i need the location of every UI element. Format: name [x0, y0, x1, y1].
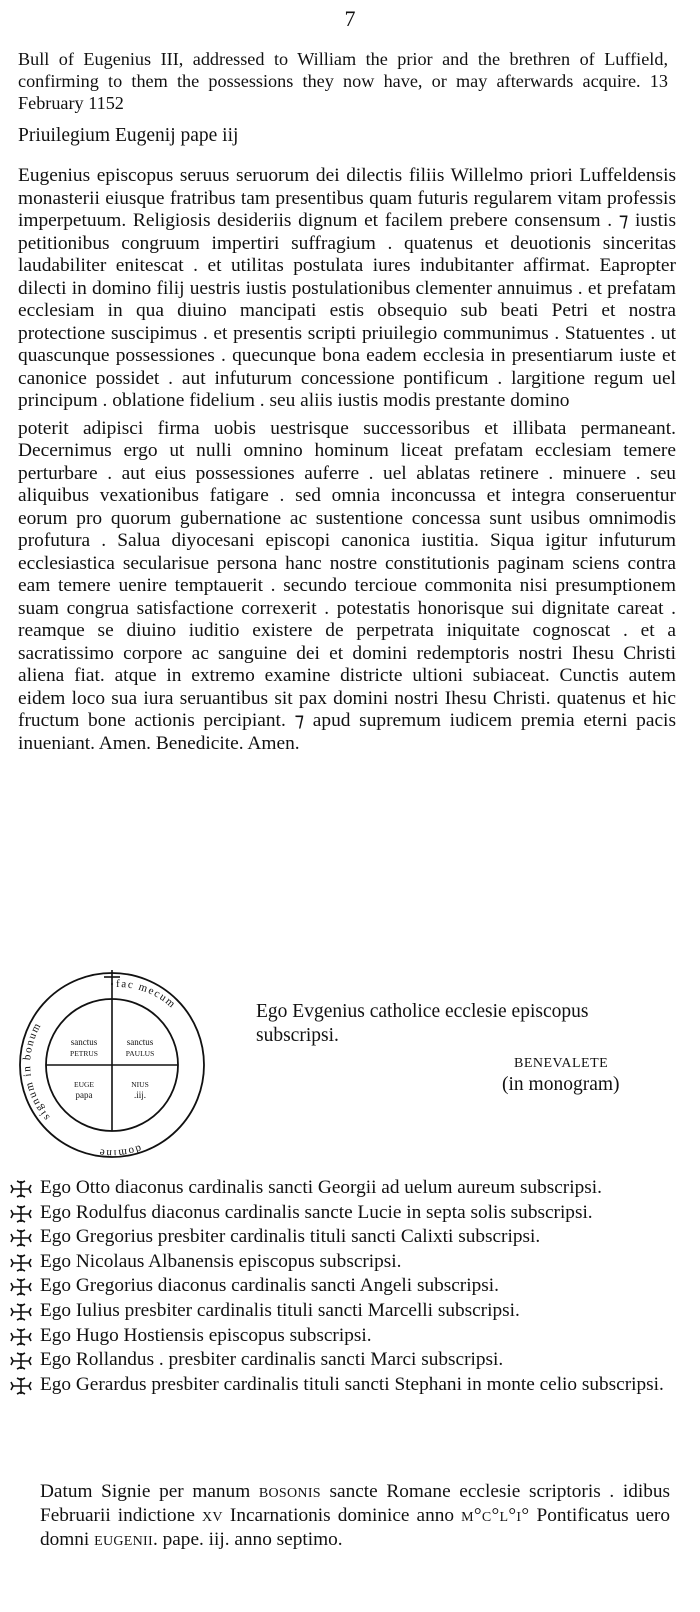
page-number: 7 — [344, 6, 356, 31]
rota-tl-1: sanctus — [70, 1037, 98, 1047]
witness-text: Ego Gerardus presbiter cardinalis tituli sancti Stephani in monte celio subscripsi. — [40, 1373, 664, 1395]
bull-paragraph-1: Eugenius episcopus seruus seruorum dei dilectis filiis Willelmo priori Luffeldensis monasterii eiusque fratribus tam presentibus quam futuris regularem vitam professis imperpetuum. Religiosis desideriis dignum et facilem prebere consensum . ⁊ iustis petitionibus congruum impertiri suffragium . quatenus et deuotionis sinceritas laudabiliter enitescat . et utilitas postulata iures indubitanter affirmat. Eapropter dilecti in domino filij uestris iustis postulationibus clementer annuimus . et prefatam ecclesiam in qua diuino mancipati estis obsequio sub beati Petri et nostra protectione suscipimus . et presentis scripti priuilegio communimus . Statuentes . ut quascunque possessiones . quecunque bona eadem ecclesia in presentiarum iuste et canonice possidet . aut infuturum concessione pontificum . largitione regum uel principum . oblatione fidelium . seu aliis iustis modis prestante domino — [18, 165, 676, 411]
papal-subscription: Ego Evgenius catholice ecclesie episcopus subscripsi. — [256, 1001, 589, 1046]
cross-icon — [10, 1254, 32, 1272]
rota-br-2: .iij. — [133, 1090, 147, 1100]
witness-item — [8, 1299, 668, 1324]
witness-text: Ego Nicolaus Albanensis episcopus subscripsi. — [40, 1250, 402, 1272]
document-summary: Bull of Eugenius III, addressed to William the prior and the brethren of Luffield, confirming to them the possessions they now have, or may afterwards acquire. 13 February 1152 — [18, 49, 668, 113]
monogram-note: (in monogram) — [502, 1074, 620, 1095]
rota-tr-1: sanctus — [126, 1037, 154, 1047]
cross-icon — [10, 1328, 32, 1346]
rota-tl-2: PETRUS — [70, 1049, 98, 1058]
witness-text: Ego Rollandus . presbiter cardinalis sancti Marci subscripsi. — [40, 1349, 504, 1371]
witness-item — [8, 1176, 668, 1201]
rota-tr-2: PAULUS — [125, 1049, 155, 1058]
datum-part-1: Datum Signie per manum — [40, 1481, 259, 1502]
witness-item — [8, 1250, 668, 1275]
cross-icon — [10, 1278, 32, 1296]
datum-part-3: Incarnationis dominice anno — [222, 1505, 462, 1526]
witness-text: Ego Rodulfus diaconus cardinalis sancte Lucie in septa solis subscripsi. — [40, 1201, 593, 1223]
rota-motto-bottom: domine — [97, 1142, 143, 1160]
bull-paragraph-2: poterit adipisci firma uobis uestrisque successoribus et illibata permaneant. Decernimus ergo ut nulli omnino hominum liceat prefatam ecclesiam temere perturbare . aut eius possessiones auferre . uel ablatas retinere . minuere . seu aliquibus vexationibus fatigare . sed omnia inconcussa et integra conseruentur eorum pro quorum gubernatione ac sustentione concessa sunt usibus omnimodis profutura . Salua diyocesani episcopi canonica iustitia. Siqua igitur infuturum ecclesiastica secularisue persona hanc nostre constitutionis paginam sciens contra eam temere uenire temptauerit . secundo tercioue commonita nisi presumptionem suam congrua satisfactione correxerit . potestatis honorisque sui dignitate careat . reamque se diuino iuditio existere de perpetrata iniquitate cognoscat . et a sacratissimo corpore ac sanguine dei et domini redemptoris nostri Ihesu Christi aliena fiat. atque in extremo examine districte ultioni subiaceat. Cunctis autem eidem loco sua iura seruantibus sit pax domini nostri Ihesu Christi. quatenus et hic fructum bone actionis percipiant. ⁊ apud supremum iudicem premia eterni pacis inueniant. Amen. Benedicite. Amen. — [18, 417, 676, 754]
witness-item — [8, 1373, 668, 1398]
benevalete-label: BENEVALETE — [514, 1056, 609, 1071]
rota-motto-right: fac mecum — [115, 977, 179, 1012]
witness-list — [8, 1176, 668, 1397]
witness-item — [8, 1348, 668, 1373]
datum-year: m°c°l°i° — [461, 1505, 530, 1526]
document-title: Priuilegium Eugenij pape iij — [18, 125, 239, 146]
datum-indiction: xv — [202, 1505, 223, 1526]
svg-text:fac mecum — [116, 978, 178, 1011]
witness-text: Ego Gregorius presbiter cardinalis tituli sancti Calixti subscripsi. — [40, 1226, 541, 1248]
datum-bosonis: bosonis — [258, 1481, 321, 1502]
datum-part-2: sancte Romane ecclesie scriptoris . idibus Februarii indictione — [40, 1481, 670, 1526]
witness-item — [8, 1324, 668, 1349]
dating-clause — [40, 1480, 670, 1552]
cross-icon — [10, 1303, 32, 1321]
rota-bl-2: papa — [75, 1090, 93, 1100]
witness-text: Ego Hugo Hostiensis episcopus subscripsi. — [40, 1324, 372, 1346]
rota-br-1: NIUS — [131, 1080, 149, 1089]
cross-icon — [10, 1352, 32, 1370]
rota-bl-1: EUGE — [74, 1080, 94, 1089]
rota-motto-left: signum in bonum — [21, 1020, 53, 1123]
cross-icon — [10, 1205, 32, 1223]
cross-icon — [10, 1180, 32, 1198]
witness-text: Ego Gregorius diaconus cardinalis sancti Angeli subscripsi. — [40, 1275, 499, 1297]
papal-rota-seal — [12, 965, 212, 1165]
witness-item — [8, 1274, 668, 1299]
witness-item — [8, 1201, 668, 1226]
cross-icon — [10, 1377, 32, 1395]
cross-icon — [10, 1229, 32, 1247]
bull-text — [18, 165, 676, 755]
witness-text: Ego Otto diaconus cardinalis sancti Georgii ad uelum aureum subscripsi. — [40, 1177, 602, 1198]
witness-text: Ego Iulius presbiter cardinalis tituli sancti Marcelli subscripsi. — [40, 1299, 520, 1321]
datum-part-4: Pontificatus uero domni — [40, 1505, 670, 1550]
datum-part-5: . pape. iij. anno septimo. — [152, 1529, 343, 1550]
datum-eugenii: eugenii — [94, 1529, 153, 1550]
witness-item — [8, 1225, 668, 1250]
